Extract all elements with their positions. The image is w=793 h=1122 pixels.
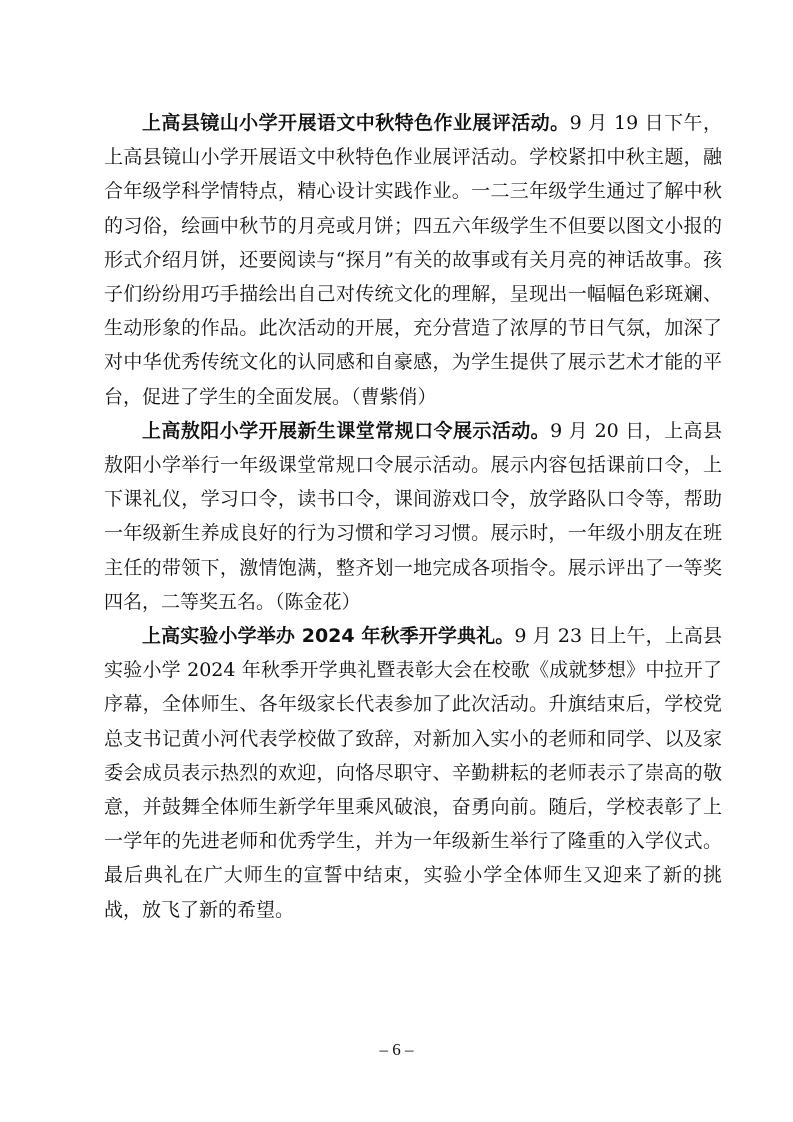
news-headline: 上高敖阳小学开展新生课堂常规口令展示活动。 [142, 419, 551, 442]
news-headline: 上高县镜山小学开展语文中秋特色作业展评活动。 [142, 112, 570, 134]
news-item-aoyang [104, 414, 722, 619]
news-item-jingshan [104, 106, 722, 414]
news-headline: 上高实验小学举办 2024 年秋季开学典礼。 [142, 625, 515, 648]
news-text: 9 月 23 日上午，上高县实验小学 2024 年秋季开学典礼暨表彰大会在校歌《成就梦想》中拉开了序幕，全体师生、各年级家长代表参加了此次活动。升旗结束后，学校党总支书记黄小河代表学校做了致辞，对新加入实小的老师和同学、以及家委会成员表示热烈的欢迎，向恪尽职守、辛勤耕耘的老师表示了崇高的敬意，并鼓舞全体师生新学年里乘风破浪，奋勇向前。随后，学校表彰了上一学年的先进老师和优秀学生，并为一年级新生举行了隆重的入学仪式。最后典礼在广大师生的宣誓中结束，实验小学全体师生又迎来了新的挑战，放飞了新的希望。 [104, 625, 722, 921]
article-body [104, 106, 722, 927]
news-text: 9 月 19 日下午，上高县镜山小学开展语文中秋特色作业展评活动。学校紧扣中秋主题，融合年级学科学情特点，精心设计实践作业。一二三年级学生通过了解中秋的习俗，绘画中秋节的月亮或月饼；四五六年级学生不但要以图文小报的形式介绍月饼，还要阅读与“探月”有关的故事或有关月亮的神话故事。孩子们纷纷用巧手描绘出自己对传统文化的理解，呈现出一幅幅色彩斑斓、生动形象的作品。此次活动的开展，充分营造了浓厚的节日气氛，加深了对中华优秀传统文化的认同感和自豪感，为学生提供了展示艺术才能的平台，促进了学生的全面发展。（曹紫俏） [104, 112, 722, 408]
news-text: 9 月 20 日，上高县敖阳小学举行一年级课堂常规口令展示活动。展示内容包括课前口令，上下课礼仪，学习口令，读书口令，课间游戏口令，放学路队口令等，帮助一年级新生养成良好的行为习惯和学习习惯。展示时，一年级小朋友在班主任的带领下，激情饱满，整齐划一地完成各项指令。展示评出了一等奖四名，二等奖五名。（陈金花） [104, 419, 722, 613]
news-item-shiyan [104, 619, 722, 927]
page-number: – 6 – [379, 1040, 414, 1059]
